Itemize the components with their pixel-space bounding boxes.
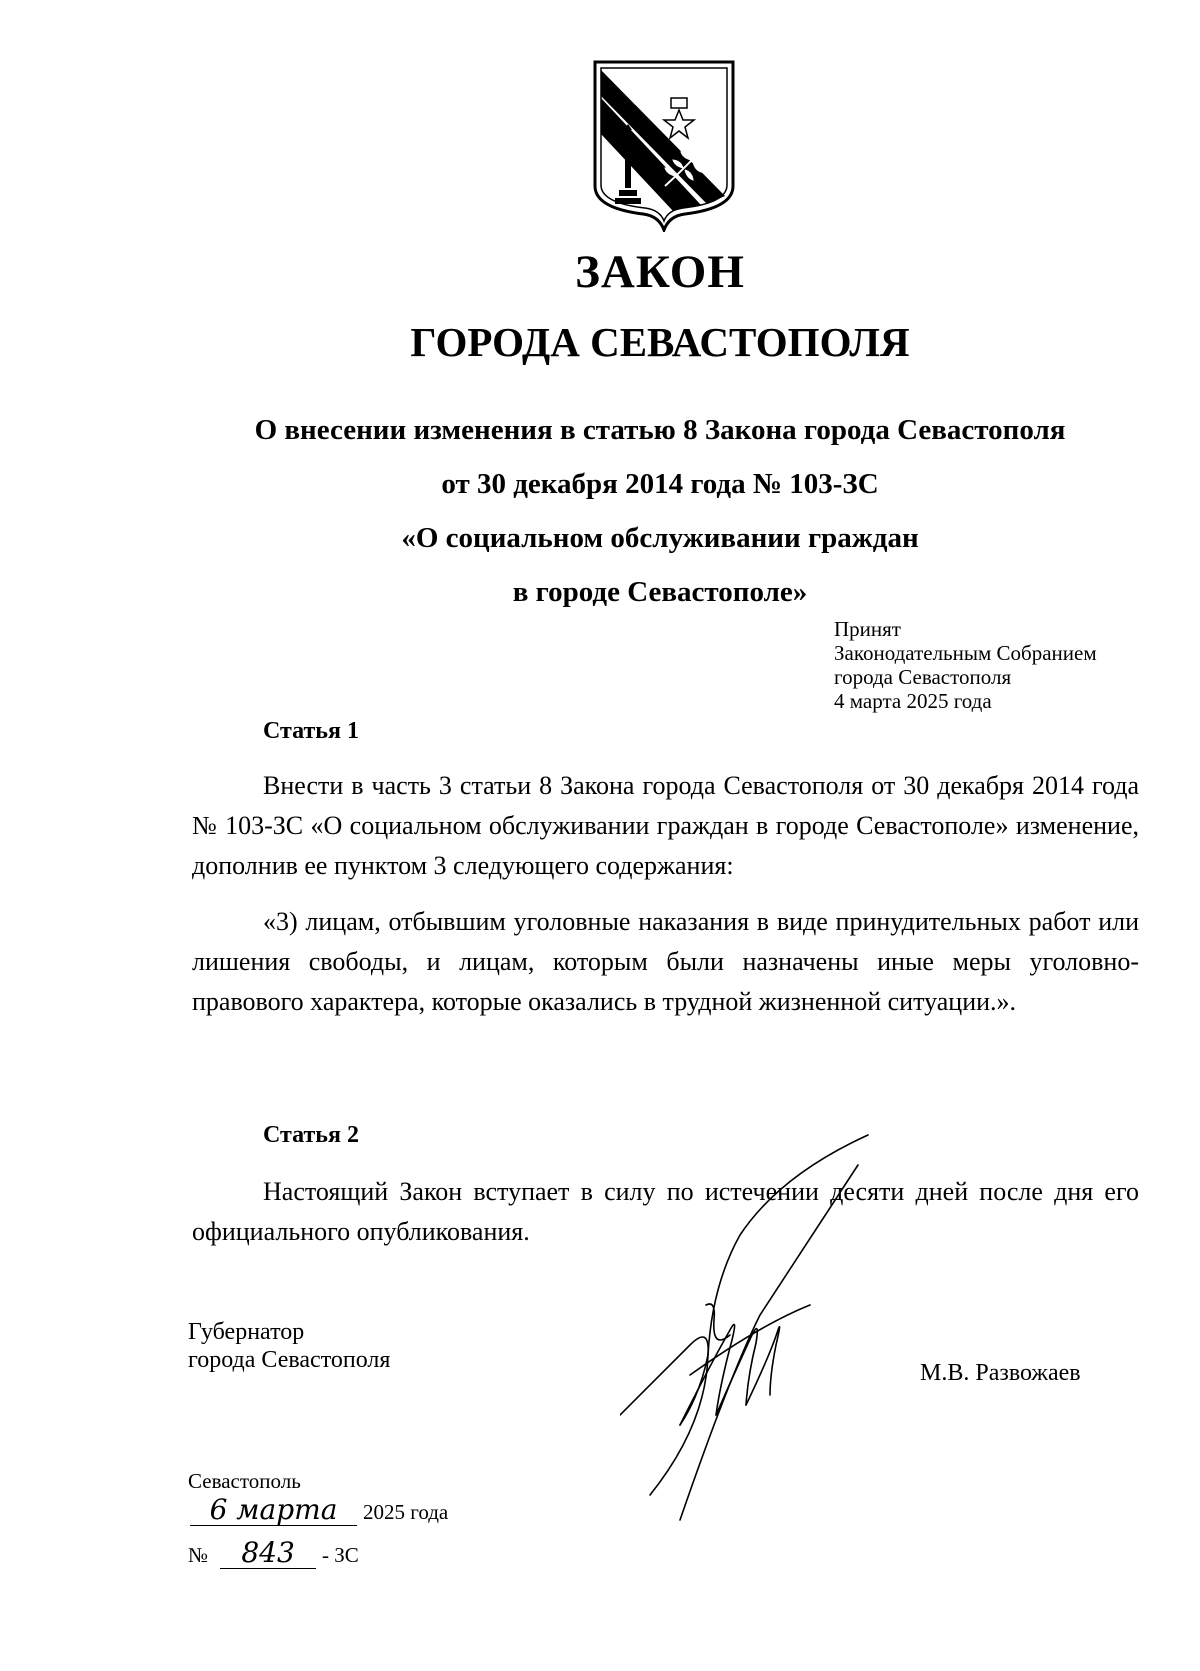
adoption-line: города Севастополя (834, 665, 1012, 689)
law-title-city: ГОРОДА СЕВАСТОПОЛЯ (410, 319, 910, 365)
adoption-line: Принят (834, 617, 901, 641)
article-2-heading: Статья 2 (263, 1122, 359, 1148)
article-1-heading: Статья 1 (263, 718, 359, 744)
signatory-position (188, 1318, 390, 1374)
article-2-paragraph-1: Настоящий Закон вступает в силу по истечении десяти дней после дня его официального опубликования. (192, 1177, 1139, 1246)
adoption-note (834, 617, 1097, 713)
subtitle-line: «О социальном обслуживании граждан (401, 522, 919, 554)
position-line: города Севастополя (188, 1347, 391, 1373)
subtitle-line: в городе Севастополе» (512, 576, 808, 608)
law-subtitle (150, 403, 1170, 619)
signing-date (188, 1495, 448, 1526)
number-suffix: - ЗС (322, 1543, 359, 1567)
law-title: ЗАКОН (575, 246, 745, 298)
position-line: Губернатор (188, 1319, 305, 1345)
place-of-signing: Севастополь (188, 1469, 301, 1493)
law-number (188, 1538, 359, 1569)
number-sign: № (188, 1543, 209, 1567)
subtitle-line: от 30 декабря 2014 года № 103-ЗС (441, 468, 879, 500)
handwritten-date: 6 марта (190, 1495, 357, 1526)
handwritten-number: 843 (220, 1538, 316, 1569)
handwritten-signature-icon (620, 1125, 880, 1525)
article-1-paragraph-2: «3) лицам, отбывшим уголовные наказания в виде принудительных работ или лишения свободы, и лицам, которым были назначены иные меры уголовно-правового характера, которые оказались в трудной жизненной ситуации.». (192, 907, 1139, 1016)
subtitle-line: О внесении изменения в статью 8 Закона города Севастополя (254, 414, 1066, 446)
coat-of-arms-icon (589, 58, 739, 232)
signatory-name: М.В. Развожаев (920, 1360, 1081, 1386)
adoption-date: 4 марта 2025 года (834, 689, 992, 713)
date-year: 2025 года (363, 1500, 449, 1524)
article-1-paragraph-1: Внести в часть 3 статьи 8 Закона города Севастополя от 30 декабря 2014 года № 103-ЗС «О социальном обслуживании граждан в городе Севастополе» изменение, дополнив ее пунктом 3 следующего содержания: (192, 771, 1139, 880)
adoption-line: Законодательным Собранием (834, 641, 1097, 665)
